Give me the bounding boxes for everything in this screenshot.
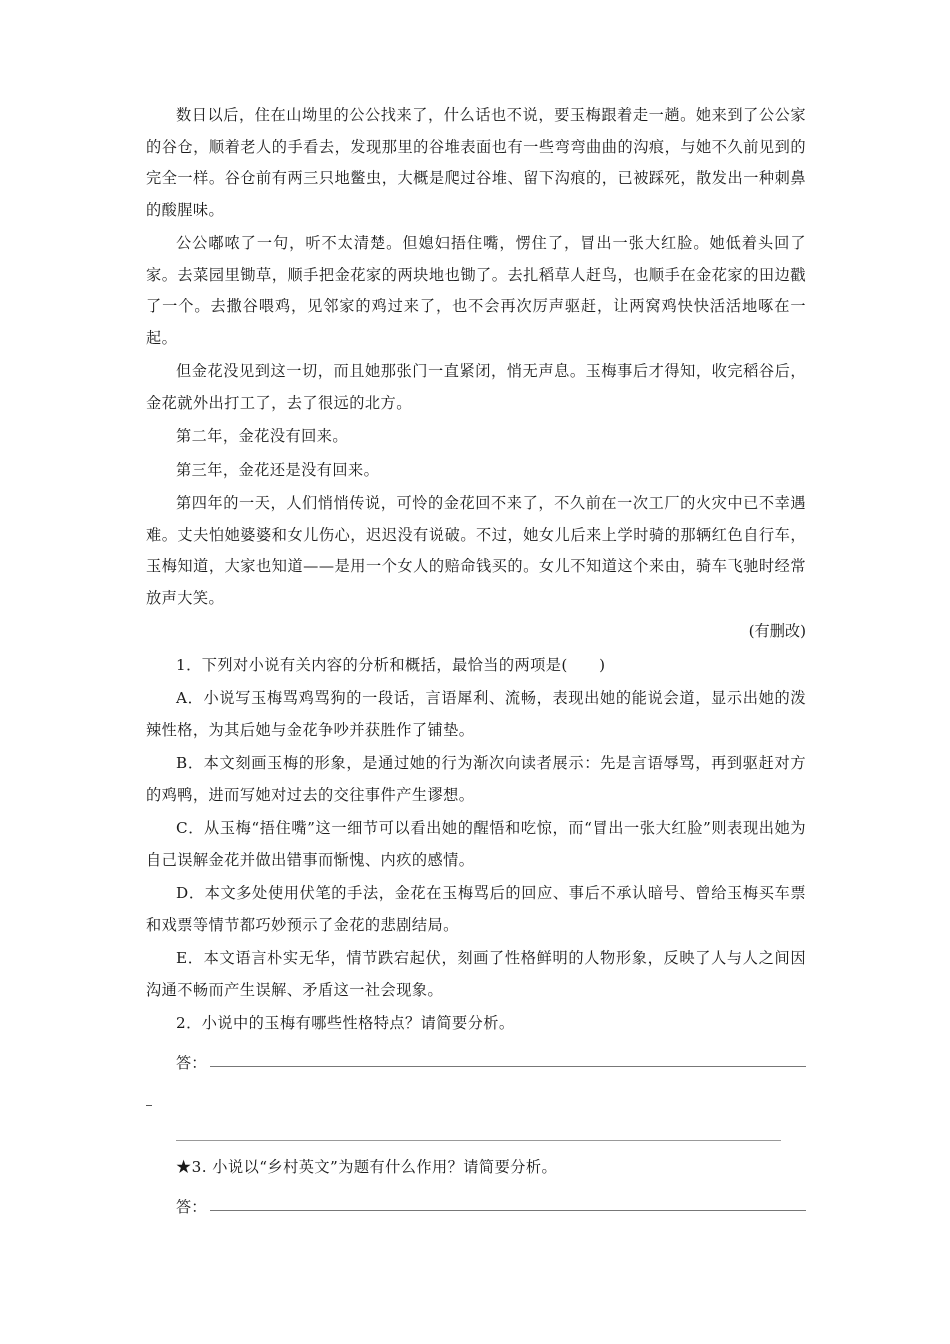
answer-line-extra[interactable]: [176, 1140, 781, 1141]
answer-line-stub: [146, 1105, 152, 1106]
question-1-option-c: C．从玉梅“捂住嘴”这一细节可以看出她的醒悟和吃惊，而“冒出一张大红脸”则表现出她为自己误解金花并做出错事而惭愧、内疚的感情。: [146, 819, 806, 869]
passage-paragraph: 第二年，金花没有回来。: [176, 427, 349, 445]
passage-paragraph: 第三年，金花还是没有回来。: [176, 460, 380, 479]
answer-label: 答：: [176, 1197, 207, 1216]
question-1-option-b: B．本文刻画玉梅的形象，是通过她的行为渐次向读者展示：先是言语辱骂，再到驱赶对方的鸡鸭，进而写她对过去的交往事件产生谬想。: [146, 754, 806, 804]
question-3-stem: ★3. 小说以“乡村英文”为题有什么作用？请简要分析。: [176, 1158, 558, 1176]
question-1-stem: 1．下列对小说有关内容的分析和概括，最恰当的两项是( ): [176, 655, 606, 674]
passage-paragraph: 数日以后，住在山坳里的公公找来了，什么话也不说，要玉梅跟着走一趟。她来到了公公家的谷仓，顺着老人的手看去，发现那里的谷堆表面也有一些弯弯曲曲的沟痕，与她不久前见到的完全一样。谷仓前有两三只地鳖虫，大概是爬过谷堆、留下沟痕的，已被踩死，散发出一种刺鼻的酸腥味。: [146, 106, 806, 219]
passage-paragraph: 公公嘟哝了一句，听不太清楚。但媳妇捂住嘴，愣住了，冒出一张大红脸。她低着头回了家。去菜园里锄草，顺手把金花家的两块地也锄了。去扎稻草人赶鸟，也顺手在金花家的田边戳了一个。去撒谷喂鸡，见邻家的鸡过来了，也不会再次厉声驱赶，让两窝鸡快快活活地啄在一起。: [146, 234, 806, 347]
question-2-stem: 2．小说中的玉梅有哪些性格特点？请简要分析。: [176, 1014, 515, 1032]
question-3-block: [146, 1152, 806, 1217]
answer-line[interactable]: [210, 1209, 806, 1211]
question-1-option-e: E．本文语言朴实无华，情节跌宕起伏，刻画了性格鲜明的人物形象，反映了人与人之间因沟通不畅而产生误解、矛盾这一社会现象。: [146, 949, 806, 999]
answer-line[interactable]: [210, 1065, 806, 1067]
passage-paragraph: 但金花没见到这一切，而且她那张门一直紧闭，悄无声息。玉梅事后才得知，收完稻谷后，金花就外出打工了，去了很远的北方。: [146, 362, 806, 412]
answer-label: 答：: [176, 1053, 207, 1072]
question-1-option-a: A．小说写玉梅骂鸡骂狗的一段话，言语犀利、流畅，表现出她的能说会道，显示出她的泼辣性格，为其后她与金花争吵并获胜作了铺垫。: [146, 689, 806, 739]
passage-paragraph: 第四年的一天，人们悄悄传说，可怜的金花回不来了，不久前在一次工厂的火灾中已不幸遇难。丈夫怕她婆婆和女儿伤心，迟迟没有说破。不过，她女儿后来上学时骑的那辆红色自行车，玉梅知道，大家也知道——是用一个女人的赔命钱买的。女儿不知道这个来由，骑车飞驰时经常放声大笑。: [146, 494, 806, 607]
question-3-answer-row[interactable]: [176, 1186, 806, 1217]
document-page: [146, 100, 806, 1073]
source-note: (有删改): [748, 622, 806, 640]
question-1-option-d: D．本文多处使用伏笔的手法，金花在玉梅骂后的回应、事后不承认暗号、曾给玉梅买车票和戏票等情节都巧妙预示了金花的悲剧结局。: [146, 884, 806, 934]
question-2-answer-row[interactable]: [176, 1042, 806, 1073]
